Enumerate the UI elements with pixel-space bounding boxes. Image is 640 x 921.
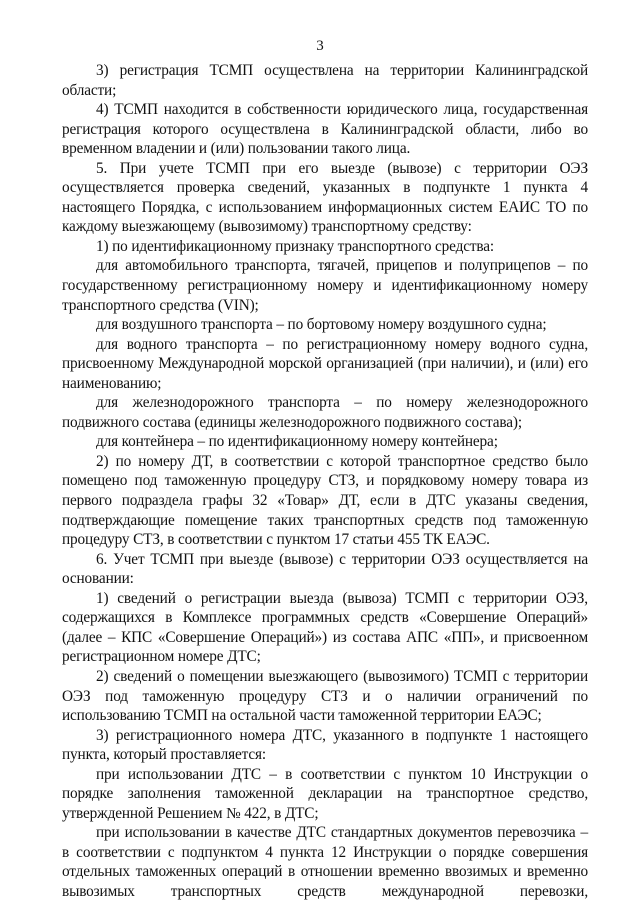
paragraph-rail-transport: для железнодорожного транспорта – по номеру железнодорожного подвижного состава (единицы железнодорожного подвижного состава);: [62, 394, 588, 431]
page-number: 3: [316, 38, 324, 54]
paragraph-point-3-kaliningrad-registration: 3) регистрация ТСМП осуществлена на территории Калининградской области;: [62, 62, 588, 99]
paragraph-exit-registration-data: 1) сведений о регистрации выезда (вывоза) ТСМП с территории ОЭЗ, содержащихся в Комплексе программных средств «Совершение Операций» (далее – КПС «Совершение Операций») из состава АПС «ПП», и присвоенном регистрационном номере ДТС;: [62, 589, 588, 666]
paragraph-item-6-exit-accounting: 6. Учет ТСМП при выезде (вывозе) с территории ОЭЗ осуществляется на основании:: [62, 550, 588, 588]
paragraph-container: для контейнера – по идентификационному номеру контейнера;: [96, 433, 498, 451]
paragraph-customs-procedure-data: 2) сведений о помещении выезжающего (вывозимого) ТСМП с территории ОЭЗ под таможенную процедуру СТЗ и о наличии ограничений по использованию ТСМП на остальной части таможенной территории ЕАЭС;: [62, 667, 588, 725]
paragraph-registration-number: 3) регистрационного номера ДТС, указанного в подпункте 1 настоящего пункта, который проставляется:: [62, 726, 588, 764]
document-body: [62, 61, 588, 902]
paragraph-identification-feature: 1) по идентификационному признаку транспортного средства:: [96, 237, 495, 255]
paragraph-declaration-number: 2) по номеру ДТ, в соответствии с которой транспортное средство было помещено под таможенную процедуру СТЗ, и порядковому номеру товара из первого подраздела графы 32 «Товар» ДТ, если в ДТС указаны сведения, подтверждающие помещение таких транспортных средств под таможенную процедуру СТЗ, в соответствии с пунктом 17 статьи 455 ТК ЕАЭС.: [62, 452, 588, 549]
paragraph-air-transport: для воздушного транспорта – по бортовому номеру воздушного судна;: [96, 316, 547, 334]
paragraph-water-transport: для водного транспорта – по регистрационному номеру водного судна, присвоенному Международной морской организацией (при наличии), и (или) его наименованию;: [62, 335, 588, 392]
paragraph-item-5-exit-check: 5. При учете ТСМП при его выезде (вывозе) с территории ОЭЗ осуществляется проверка сведений, указанных в подпункте 1 пункта 4 настоящего Порядка, с использованием информационных систем ЕАИС ТО по каждому выезжающему (вывозимому) транспортному средству:: [62, 159, 588, 236]
paragraph-carrier-documents: при использовании в качестве ДТС стандартных документов перевозчика – в соответствии с подпунктом 4 пункта 12 Инструкции о порядке совершения отдельных таможенных операций в отношении временно ввозимых и временно вывозимых транспортных средств международной перевозки,: [62, 824, 588, 900]
paragraph-road-transport: для автомобильного транспорта, тягачей, прицепов и полуприцепов – по государственному регистрационному номеру и идентификационному номеру транспортного средства (VIN);: [62, 257, 588, 314]
paragraph-dts-instruction: при использовании ДТС – в соответствии с пунктом 10 Инструкции о порядке заполнения таможенной декларации на транспортное средство, утвержденной Решением № 422, в ДТС;: [62, 765, 588, 822]
paragraph-point-4-ownership: 4) ТСМП находится в собственности юридического лица, государственная регистрация которого осуществлена в Калининградской области, либо во временном владении и (или) пользовании такого лица.: [62, 101, 588, 158]
